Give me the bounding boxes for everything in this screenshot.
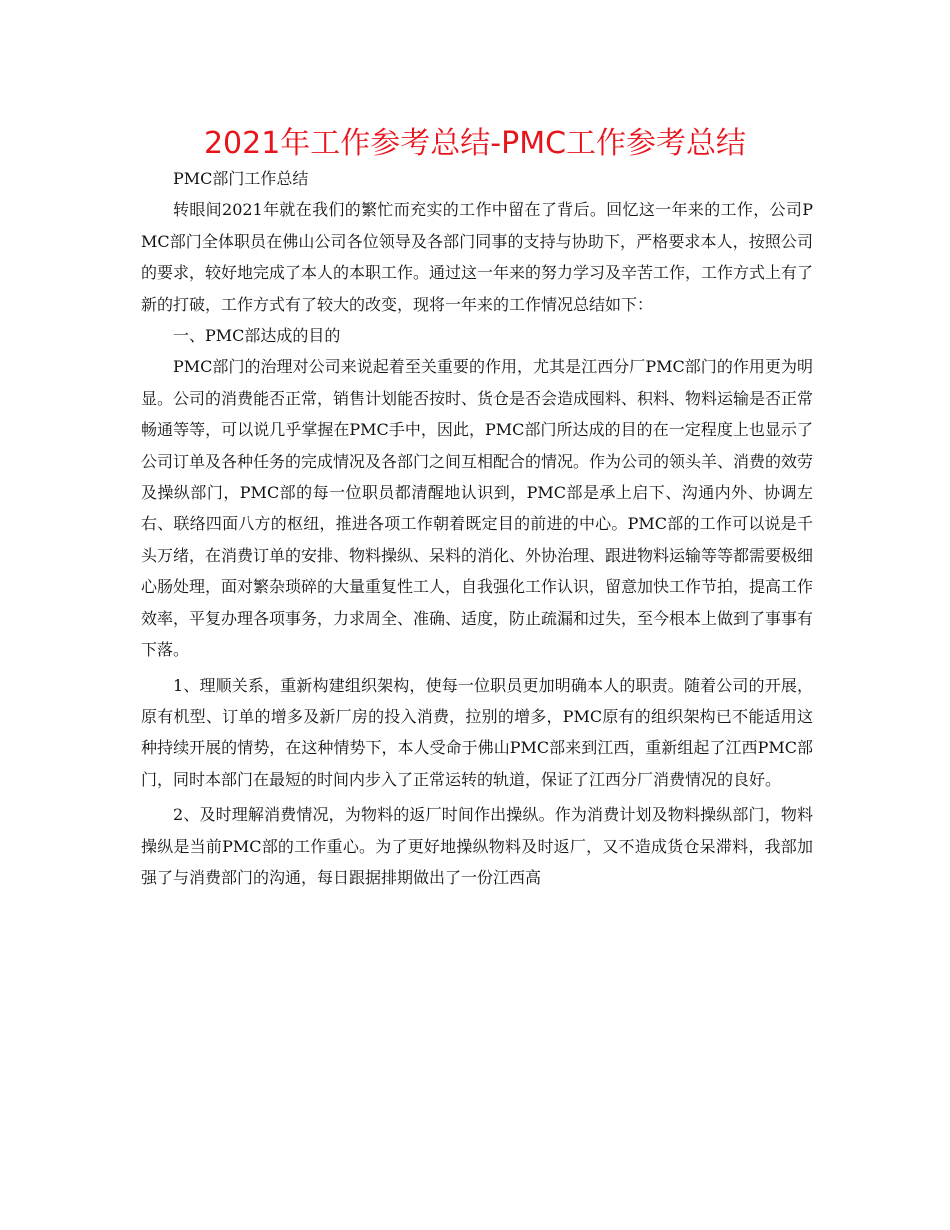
paragraph-intro: 转眼间2021年就在我们的繁忙而充实的工作中留在了背后。回忆这一年来的工作，公司PMC部门全体职员在佛山公司各位领导及各部门同事的支持与协助下，严格要求本人，按照公司的要求，较好地完成了本人的本职工作。通过这一年来的努力学习及辛苦工作，工作方式上有了新的打破，工作方式有了较大的改变，现将一年来的工作情况总结如下： — [141, 200, 814, 314]
document-title: 2021年工作参考总结-PMC工作参考总结 — [203, 126, 747, 161]
paragraph-heading: PMC部门工作总结 — [173, 169, 309, 188]
paragraph-item-1: 1、理顺关系，重新构建组织架构，使每一位职员更加明确本人的职责。随着公司的开展，原有机型、订单的增多及新厂房的投入消费，拉别的增多，PMC原有的组织架构已不能适用这种持续开展的情势，在这种情势下，本人受命于佛山PMC部来到江西，重新组起了江西PMC部门，同时本部门在最短的时间内步入了正常运转的轨道，保证了江西分厂消费情况的良好。 — [141, 675, 813, 789]
document-body — [141, 163, 813, 893]
paragraph-item-2: 2、及时理解消费情况，为物料的返厂时间作出操纵。作为消费计划及物料操纵部门，物料操纵是当前PMC部的工作重心。为了更好地操纵物料及时返厂，又不造成货仓呆滞料，我部加强了与消费部门的沟通，每日跟据排期做出了一份江西高 — [141, 805, 813, 887]
paragraph-pmc-role: PMC部门的治理对公司来说起着至关重要的作用，尤其是江西分厂PMC部门的作用更为明显。公司的消费能否正常，销售计划能否按时、货仓是否会造成囤料、积料、物料运输是否正常畅通等等，可以说几乎掌握在PMC手中，因此，PMC部门所达成的目的在一定程度上也显示了公司订单及各种任务的完成情况及各部门之间互相配合的情况。作为公司的领头羊、消费的效劳及操纵部门，PMC部的每一位职员都清醒地认识到，PMC部是承上启下、沟通内外、协调左右、联络四面八方的枢纽，推进各项工作朝着既定目的前进的中心。PMC部的工作可以说是千头万绪，在消费订单的安排、物料操纵、呆料的消化、外协治理、跟进物料运输等等都需要极细心肠处理，面对繁杂琐碎的大量重复性工人，自我强化工作认识，留意加快工作节拍，提高工作效率，平复办理各项事务，力求周全、准确、适度，防止疏漏和过失，至今根本上做到了事事有下落。 — [141, 357, 814, 660]
paragraph-section-heading: 一、PMC部达成的目的 — [173, 326, 341, 346]
